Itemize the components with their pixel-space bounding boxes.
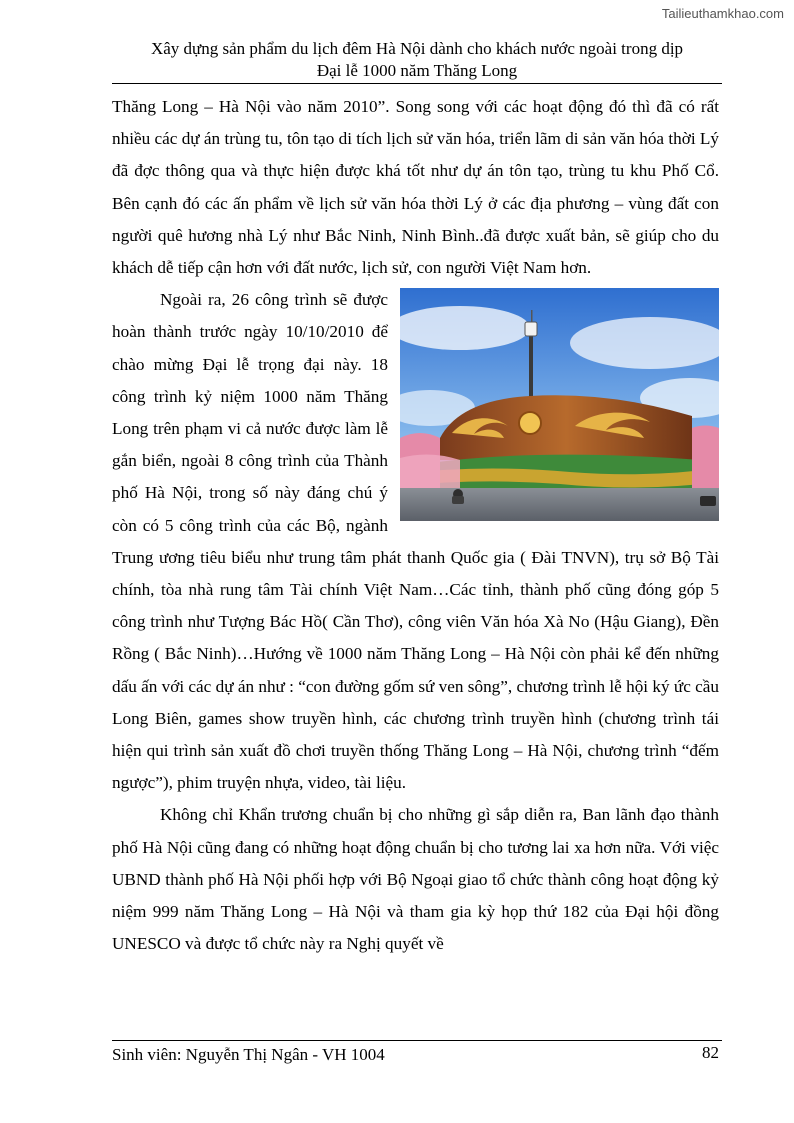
- header-divider: [112, 83, 722, 84]
- paragraph-2-text: Ngoài ra, 26 công trình sẽ được hoàn thành trước ngày 10/10/2010 để chào mừng Đại lễ trọng đại này. 18 công trình kỷ niệm 1000 năm Thăng Long trên phạm vi cả nước được làm lễ gắn biển, ngoài 8 công trình của Thành phố Hà Nội, trong số này đáng chú ý còn có 5 công trình của các Bộ, ngành Trung ương tiêu biểu như trung tâm phát thanh Quốc gia ( Đài TNVN), trụ sở Bộ Tài chính, tòa nhà rung tâm Tài chính Việt Nam…Các tỉnh, thành phố cũng đóng góp 5 công trình như Tượng Bác Hồ( Cần Thơ), công viên Văn hóa Xà No (Hậu Giang), Đền Rồng ( Bắc Ninh)…Hướng về 1000 năm Thăng Long – Hà Nội còn phải kể đến những dấu ấn với các dự án như : “con đường gốm sứ ven sông”, chương trình lễ hội ký ức cầu Long Biên, games show truyền hình, các chương trình truyền hình (chương trình tái hiện qui trình sản xuất đồ chơi truyền thống Thăng Long – Hà Nội, chương trình “đếm ngược”), phim truyện nhựa, video, tài liệu.: [112, 290, 719, 793]
- page-number: 82: [702, 1043, 719, 1062]
- footer-divider: [112, 1040, 722, 1041]
- paragraph-3: Không chỉ Khẩn trương chuẩn bị cho những gì sắp diễn ra, Ban lãnh đạo thành phố Hà Nội cũng đang có những hoạt động chuẩn bị cho tương lai xa hơn nữa. Với việc UBND thành phố Hà Nội phối hợp với Bộ Ngoại giao tổ chức thành công hoạt động kỷ niệm 999 năm Thăng Long – Hà Nội và tham gia kỳ họp thứ 182 của Đại hội đồng UNESCO và được tổ chức này ra Nghị quyết về: [112, 805, 719, 954]
- header-title-line-2: Đại lễ 1000 năm Thăng Long: [316, 61, 518, 80]
- watermark: Tailieuthamkhao.com: [661, 6, 784, 21]
- page-header: [112, 38, 722, 82]
- page-body: [112, 91, 719, 960]
- paragraph-2: [112, 284, 719, 799]
- photo-dragon-flower-wall: [400, 288, 719, 521]
- footer-student-info: Sinh viên: Nguyễn Thị Ngân - VH 1004: [112, 1045, 385, 1064]
- header-title-line-1: Xây dựng sản phẩm du lịch đêm Hà Nội dành cho khách nước ngoài trong dịp: [150, 39, 684, 58]
- paragraph-1: Thăng Long – Hà Nội vào năm 2010”. Song song với các hoạt động đó thì đã có rất nhiều các dự án trùng tu, tôn tạo di tích lịch sử văn hóa, triển lãm di sản văn hóa thời Lý đã đợc thông qua và thực hiện được khá tốt như dự án tôn tạo, trùng tu khu Phố Cổ. Bên cạnh đó các ấn phẩm về lịch sử văn hóa thời Lý ở các địa phương – vùng đất con người quê hương nhà Lý như Bắc Ninh, Ninh Bình..đã được xuất bản, sẽ giúp cho du khách dễ tiếp cận hơn với đất nước, lịch sử, con người Việt Nam hơn.: [112, 97, 719, 278]
